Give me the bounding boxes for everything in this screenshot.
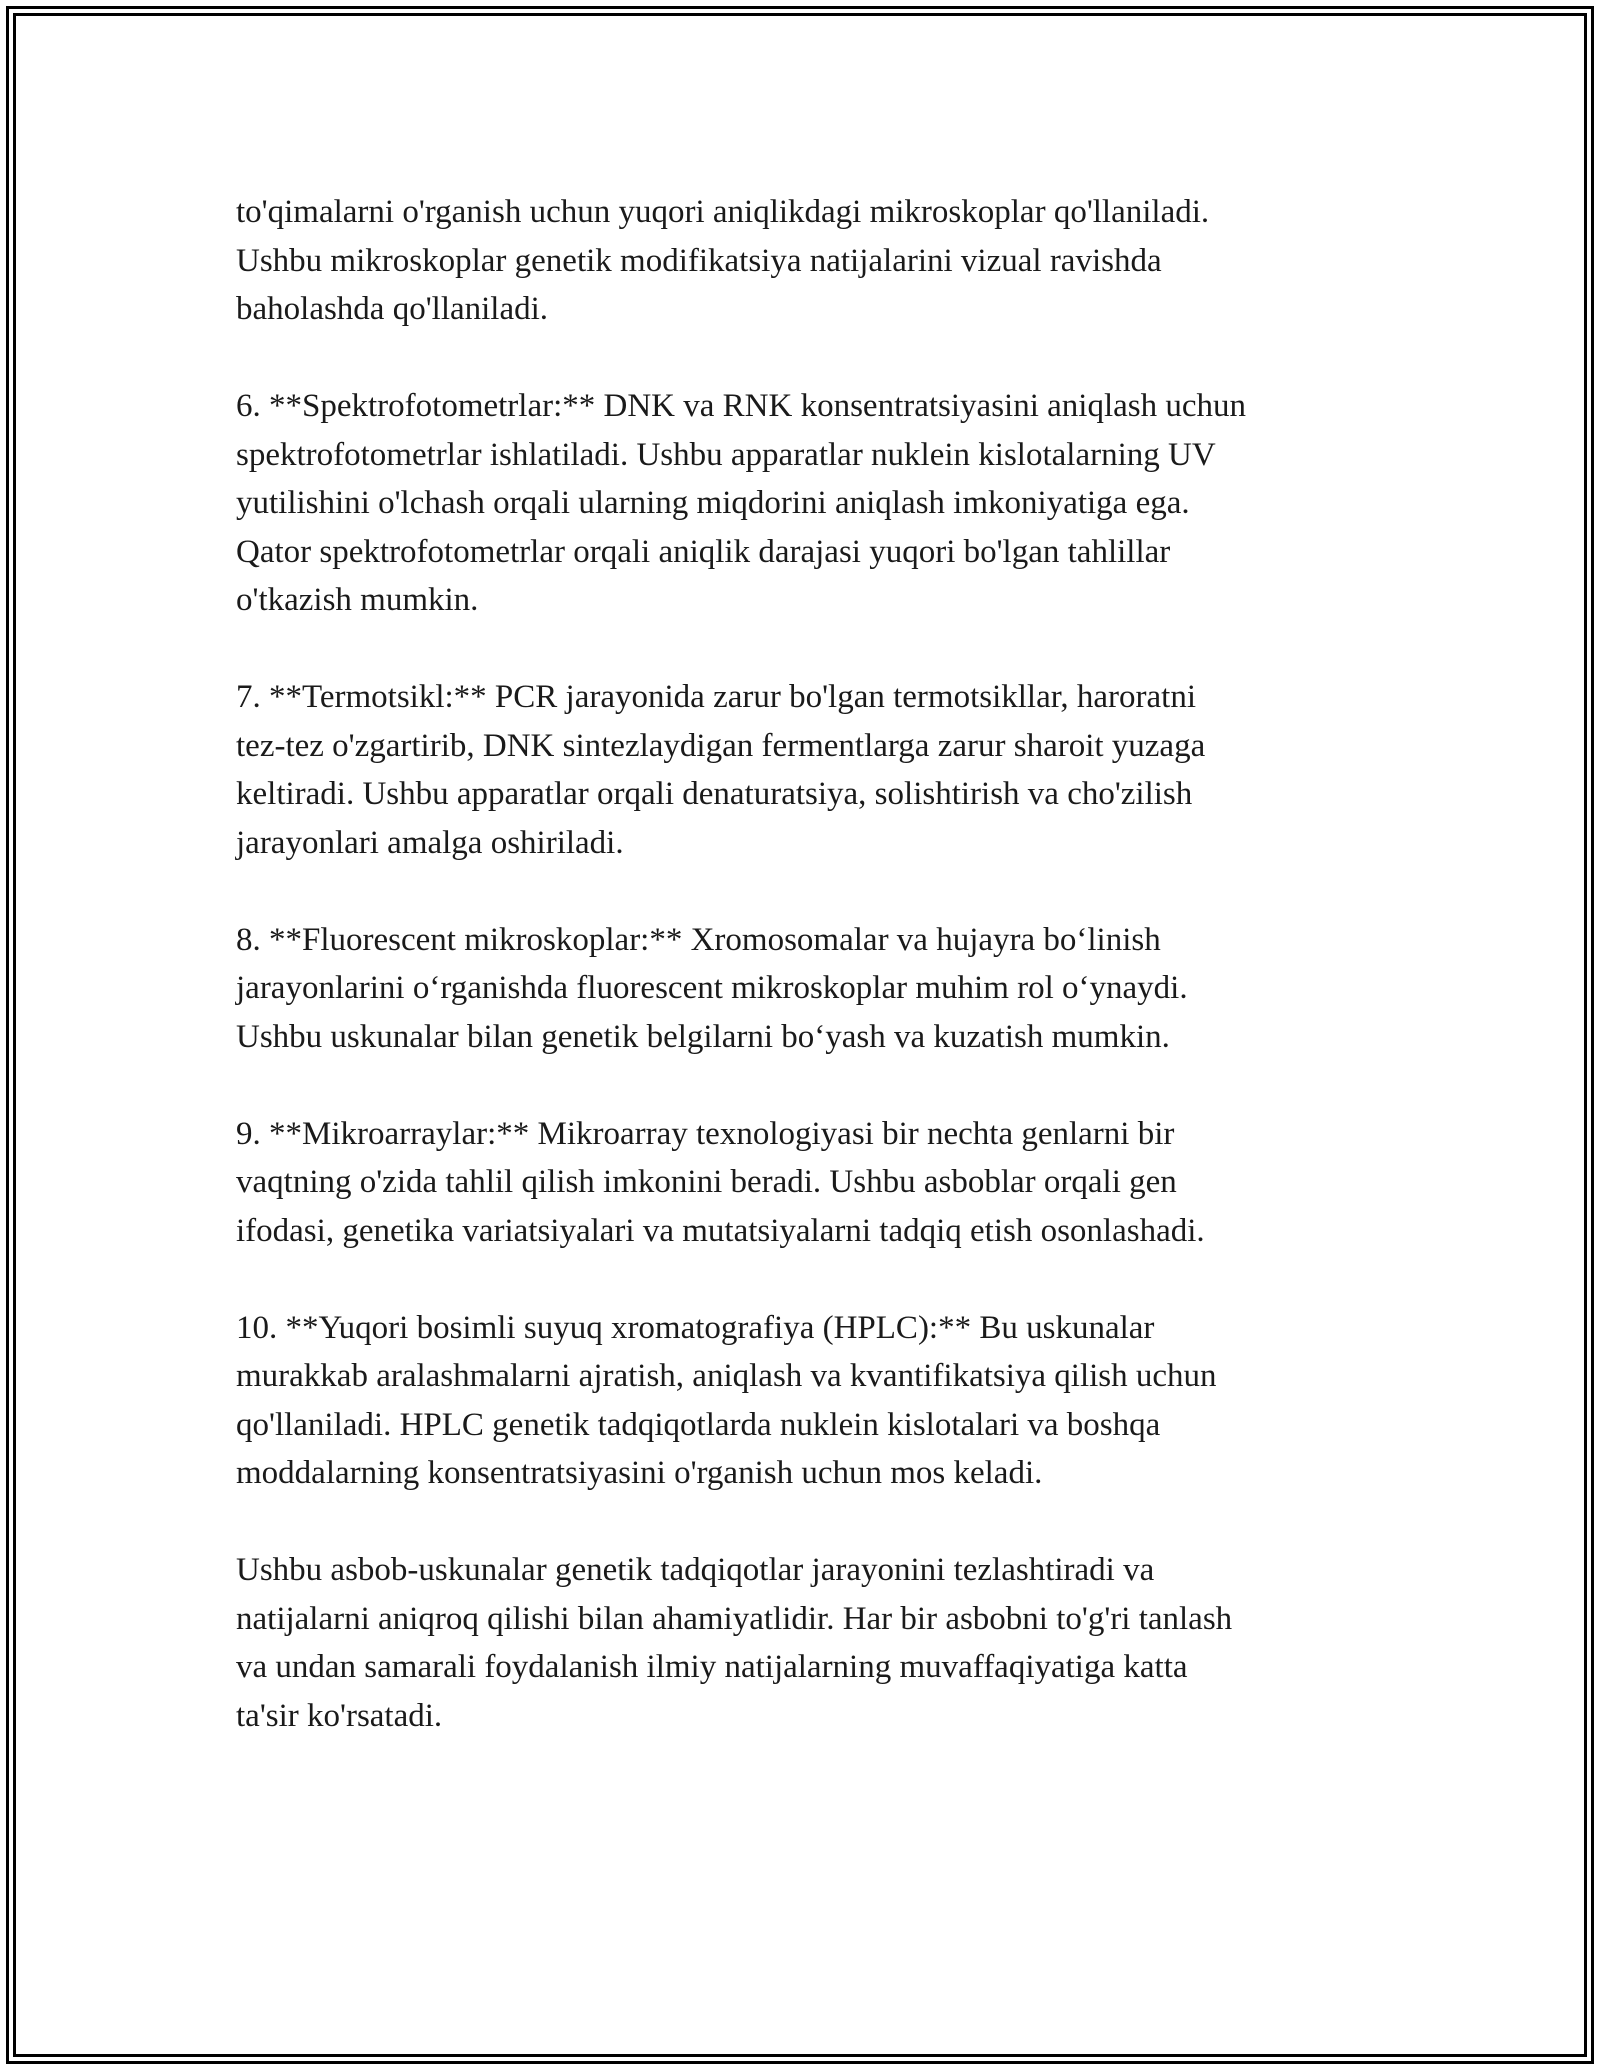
document-body bbox=[236, 188, 1376, 1740]
paragraph-microarrays: 9. **Mikroarraylar:** Mikroarray texnologiyasi bir nechta genlarni bir vaqtning o'zida tahlil qilish imkonini beradi. Ushbu asboblar orqali gen ifodasi, genetika variatsiyalari va mutatsiyalarni tadqiq etish osonlashadi. bbox=[236, 1115, 1205, 1249]
paragraph-fluorescent-microscopes: 8. **Fluorescent mikroskoplar:** Xromosomalar va hujayra bo‘linish jarayonlarini o‘rganishda fluorescent mikroskoplar muhim rol o‘ynaydi. Ushbu uskunalar bilan genetik belgilarni bo‘yash va kuzatish mumkin. bbox=[236, 921, 1188, 1055]
paragraph-spectrophotometers: 6. **Spektrofotometrlar:** DNK va RNK konsentratsiyasini aniqlash uchun spektrofotometrlar ishlatiladi. Ushbu apparatlar nuklein kislotalarning UV yutilishini o'lchash orqali ularning miqdorini aniqlash imkoniyatiga ega. Qator spektrofotometrlar orqali aniqlik darajasi yuqori bo'lgan tahlillar o'tkazish mumkin. bbox=[236, 388, 1246, 618]
paragraph-conclusion: Ushbu asbob-uskunalar genetik tadqiqotlar jarayonini tezlashtiradi va natijalarni aniqroq qilishi bilan ahamiyatlidir. Har bir asbobni to'g'ri tanlash va undan samarali foydalanish ilmiy natijalarning muvaffaqiyatiga katta ta'sir ko'rsatadi. bbox=[236, 1552, 1233, 1734]
paragraph-hplc: 10. **Yuqori bosimli suyuq xromatografiya (HPLC):** Bu uskunalar murakkab aralashmalarni ajratish, aniqlash va kvantifikatsiya qilish uchun qo'llaniladi. HPLC genetik tadqiqotlarda nuklein kislotalari va boshqa moddalarning konsentratsiyasini o'rganish uchun mos keladi. bbox=[236, 1309, 1217, 1491]
paragraph-thermocycler: 7. **Termotsikl:** PCR jarayonida zarur bo'lgan termotsikllar, haroratni tez-tez o'zgartirib, DNK sintezlaydigan fermentlarga zarur sharoit yuzaga keltiradi. Ushbu apparatlar orqali denaturatsiya, solishtirish va cho'zilish jarayonlari amalga oshiriladi. bbox=[236, 679, 1206, 861]
paragraph-microscopes-continued: to'qimalarni o'rganish uchun yuqori aniqlikdagi mikroskoplar qo'llaniladi. Ushbu mikroskoplar genetik modifikatsiya natijalarini vizual ravishda baholashda qo'llaniladi. bbox=[236, 194, 1210, 327]
